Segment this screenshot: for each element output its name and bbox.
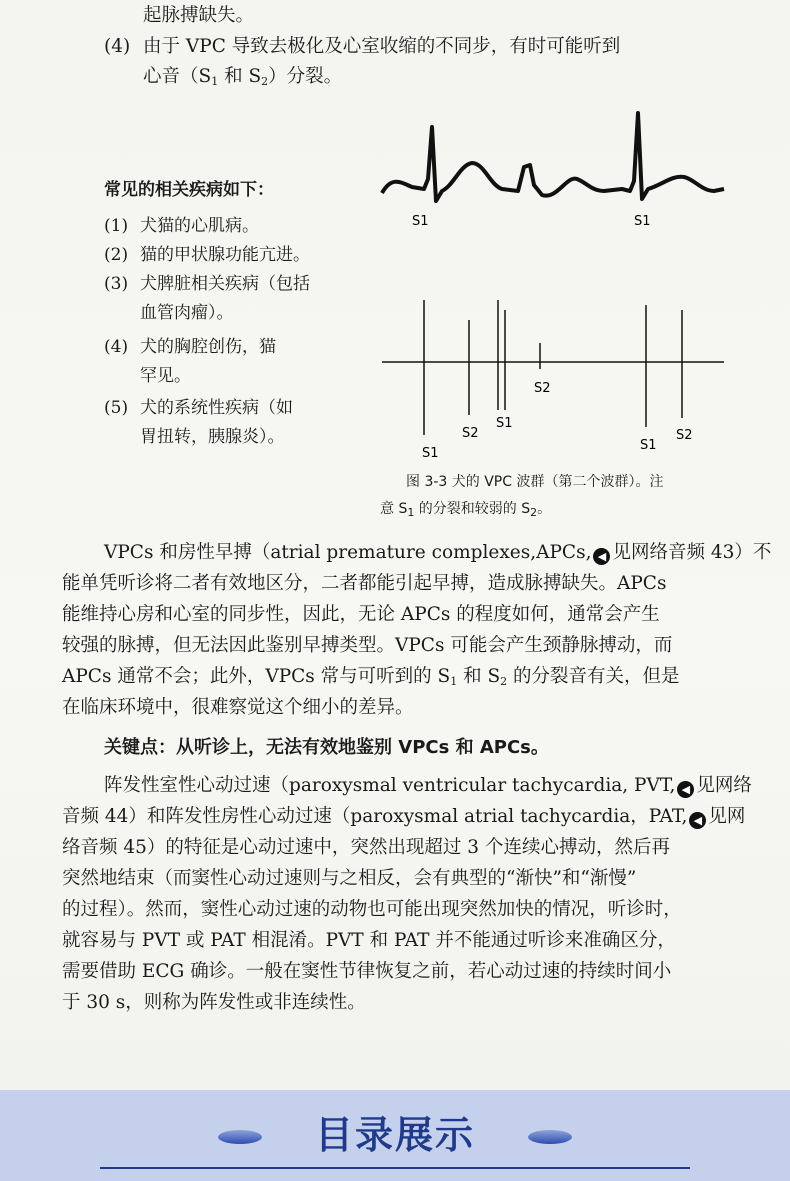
list-item: 罕见。 (140, 366, 191, 386)
footer-title: 目录展示 (314, 1113, 475, 1157)
text-line: 心音（$S_1$ 和 $S_2$）分裂。 (143, 66, 343, 88)
ecg-figure (372, 105, 732, 465)
text-line: APCs 通常不会；此外，VPCs 常与可听到的 $S_1$ 和 $S_2$ 的分裂音有关，但是 (62, 666, 680, 688)
key-point: 关键点：从听诊上，无法有效地鉴别 VPCs 和 APCs。 (104, 737, 549, 758)
marker-label: S1 (640, 438, 657, 453)
list-item: 猫的甲状腺功能亢进。 (140, 245, 310, 265)
ecg-label: S1 (634, 214, 651, 229)
figure-caption: 意 $S_1$ 的分裂和较弱的 $S_2$。 (380, 501, 552, 519)
footer-banner (0, 1090, 790, 1181)
figure-caption: 图 3-3 犬的 VPC 波群（第二个波群）。注 (406, 474, 664, 490)
text-line: 能维持心房和心室的同步性，因此，无论 APCs 的程度如何，通常会产生 (62, 604, 660, 625)
list-number: (3) (104, 274, 129, 294)
text-line: 由于 VPC 导致去极化及心室收缩的不同步，有时可能听到 (143, 36, 621, 57)
marker-label: S2 (676, 428, 693, 443)
text-line: 阵发性室性心动过速（paroxysmal ventricular tachycardia, PVT, ◀ 见网络 (104, 775, 752, 796)
text-line: 较强的脉搏，但无法因此鉴别早搏类型。VPCs 可能会产生颈静脉搏动，而 (62, 635, 673, 656)
speaker-icon[interactable]: ◀ (593, 548, 610, 565)
speaker-icon[interactable]: ◀ (689, 812, 706, 829)
footer-rule (100, 1167, 690, 1169)
list-item: 犬的系统性疾病（如 (140, 398, 293, 418)
list-item: 犬的胸腔创伤，猫 (140, 337, 276, 357)
speaker-icon[interactable]: ◀ (677, 781, 694, 798)
marker-label: S1 (496, 416, 513, 431)
ecg-trace (382, 113, 724, 201)
ecg-label: S1 (412, 214, 429, 229)
text-line: VPCs 和房性早搏（atrial premature complexes,APCs, ◀ 见网络音频 43）不 (104, 542, 772, 563)
list-item: 犬脾脏相关疾病（包括 (140, 274, 310, 294)
diseases-heading: 常见的相关疾病如下： (104, 180, 274, 200)
text-line: 络音频 45）的特征是心动过速中，突然出现超过 3 个连续心搏动，然后再 (62, 837, 670, 858)
text-line: 于 30 s，则称为阵发性或非连续性。 (62, 992, 366, 1013)
list-item: 胃扭转，胰腺炎）。 (140, 427, 285, 447)
marker-label: S2 (462, 426, 479, 441)
decor-oval-right (528, 1130, 572, 1144)
list-number: (5) (104, 398, 129, 418)
list-number: (2) (104, 245, 129, 265)
text-line: 的过程）。然而，窦性心动过速的动物也可能出现突然加快的情况，听诊时， (62, 899, 682, 920)
marker-label: S2 (534, 381, 551, 396)
marker-label: S1 (422, 446, 439, 461)
text-line: 突然地结束（而窦性心动过速则与之相反，会有典型的“渐快”和“渐慢” (62, 868, 637, 889)
list-number: (4) (104, 36, 131, 57)
text-line: 音频 44）和阵发性房性心动过速（paroxysmal atrial tachycardia，PAT, ◀ 见网 (62, 806, 746, 827)
text-line: 起脉搏缺失。 (143, 5, 255, 26)
list-item: 血管肉瘤）。 (140, 303, 234, 323)
text-line: 能单凭听诊将二者有效地区分，二者都能引起早搏，造成脉搏缺失。APCs (62, 573, 667, 594)
text-line: 在临床环境中，很难察觉这个细小的差异。 (62, 697, 414, 718)
list-number: (1) (104, 216, 129, 236)
text-line: 就容易与 PVT 或 PAT 相混淆。PVT 和 PAT 并不能通过听诊来准确区分， (62, 930, 676, 951)
list-number: (4) (104, 337, 129, 357)
list-item: 犬猫的心肌病。 (140, 216, 259, 236)
text-line: 需要借助 ECG 确诊。一般在窦性节律恢复之前，若心动过速的持续时间小 (62, 961, 672, 982)
